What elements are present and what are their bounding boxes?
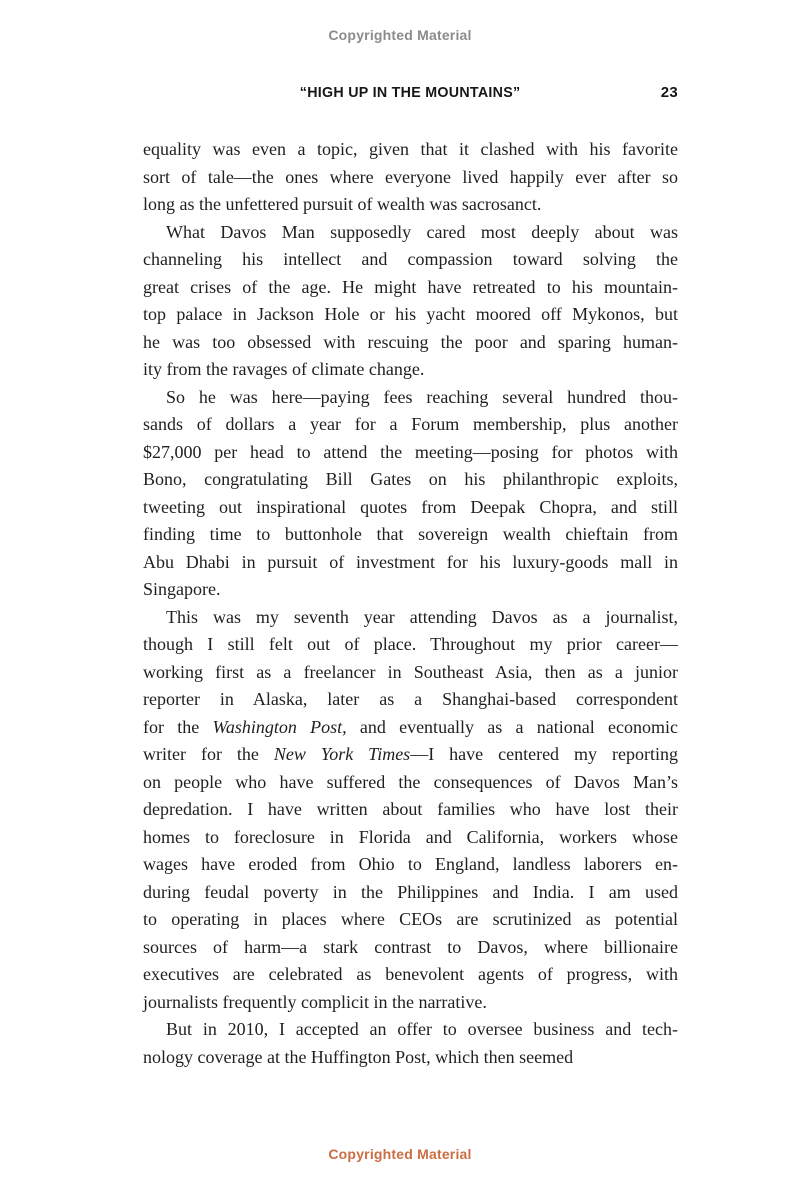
text-segment: sources of harm—a stark contrast to Davos, where billionaire [143,936,678,957]
text-segment: long as the unfettered pursuit of wealth was sacrosanct. [143,194,542,214]
text-line [143,1044,678,1072]
text-line [143,191,678,219]
text-line [143,824,678,852]
text-line [143,961,678,989]
text-segment: on people who have suffered the consequences of Davos Man’s [143,771,678,792]
text-line [143,521,678,549]
text-segment: reporter in Alaska, later as a Shanghai-based correspondent [143,689,678,709]
text-line [143,136,678,164]
text-segment: finding time to buttonhole that sovereign wealth chieftain from [143,524,678,544]
text-segment: writer for the [143,744,274,764]
text-segment: for the [143,716,213,737]
text-line [143,494,678,522]
text-line [143,659,678,687]
text-line [143,604,678,632]
text-segment: he was too obsessed with rescuing the poor and sparing human- [143,331,678,352]
text-segment: tweeting out inspirational quotes from Deepak Chopra, and still [143,496,678,517]
text-segment: to operating in places where CEOs are scrutinized as potential [143,909,678,929]
text-segment: ity from the ravages of climate change. [143,359,425,379]
text-line [143,686,678,714]
text-line [143,906,678,934]
text-segment: journalists frequently complicit in the narrative. [143,991,487,1012]
text-line [143,439,678,467]
text-line [143,631,678,659]
running-head [143,84,678,101]
text-line [143,466,678,494]
chapter-title: “HIGH UP IN THE MOUNTAINS” [300,84,521,101]
text-segment: Bono, congratulating Bill Gates on his philanthropic exploits, [143,469,678,489]
text-line [143,989,678,1017]
text-line [143,714,678,742]
text-line [143,741,678,769]
text-segment: This was my seventh year attending Davos as a journalist, [166,606,678,627]
body-text [143,136,678,1071]
text-segment: though I still felt out of place. Throughout my prior career— [143,634,678,654]
text-segment: sands of dollars a year for a Forum membership, plus another [143,414,678,434]
text-line [143,356,678,384]
text-segment: But in 2010, I accepted an offer to oversee business and tech- [166,1019,678,1039]
text-segment: working first as a freelancer in Southeast Asia, then as a junior [143,661,678,682]
text-line [143,576,678,604]
text-segment: executives are celebrated as benevolent agents of progress, with [143,964,678,984]
text-line [143,246,678,274]
text-line [143,164,678,192]
text-line [143,219,678,247]
page-number: 23 [660,84,678,101]
italic-text-segment: Washington Post, [212,716,347,737]
text-segment: depredation. I have written about families who have lost their [143,799,678,819]
text-line [143,879,678,907]
text-segment: great crises of the age. He might have retreated to his mountain- [143,276,678,297]
text-line [143,1016,678,1044]
text-segment: —I have centered my reporting [410,744,678,764]
text-segment: $27,000 per head to attend the meeting—posing for photos with [143,441,678,462]
text-line [143,274,678,302]
text-segment: What Davos Man supposedly cared most deeply about was [166,221,678,242]
text-line [143,329,678,357]
text-segment: Singapore. [143,579,221,599]
text-line [143,549,678,577]
text-segment: So he was here—paying fees reaching several hundred thou- [166,386,678,407]
text-segment: and eventually as a national economic [346,716,678,737]
text-line [143,384,678,412]
text-segment: sort of tale—the ones where everyone lived happily ever after so [143,166,678,187]
text-line [143,796,678,824]
text-line [143,769,678,797]
text-segment: during feudal poverty in the Philippines and India. I am used [143,881,678,902]
text-line [143,934,678,962]
text-segment: wages have eroded from Ohio to England, landless laborers en- [143,854,678,874]
text-line [143,851,678,879]
text-segment: nology coverage at the Huffington Post, which then seemed [143,1046,574,1067]
text-segment: equality was even a topic, given that it clashed with his favorite [143,139,678,159]
text-line [143,301,678,329]
text-segment: homes to foreclosure in Florida and California, workers whose [143,826,678,847]
text-line [143,411,678,439]
watermark-top: Copyrighted Material [328,27,472,43]
italic-text-segment: New York Times [273,744,411,764]
watermark-bottom: Copyrighted Material [328,1146,472,1162]
text-segment: channeling his intellect and compassion toward solving the [143,249,678,269]
text-segment: Abu Dhabi in pursuit of investment for his luxury-goods mall in [143,551,678,572]
text-segment: top palace in Jackson Hole or his yacht moored off Mykonos, but [143,304,678,324]
